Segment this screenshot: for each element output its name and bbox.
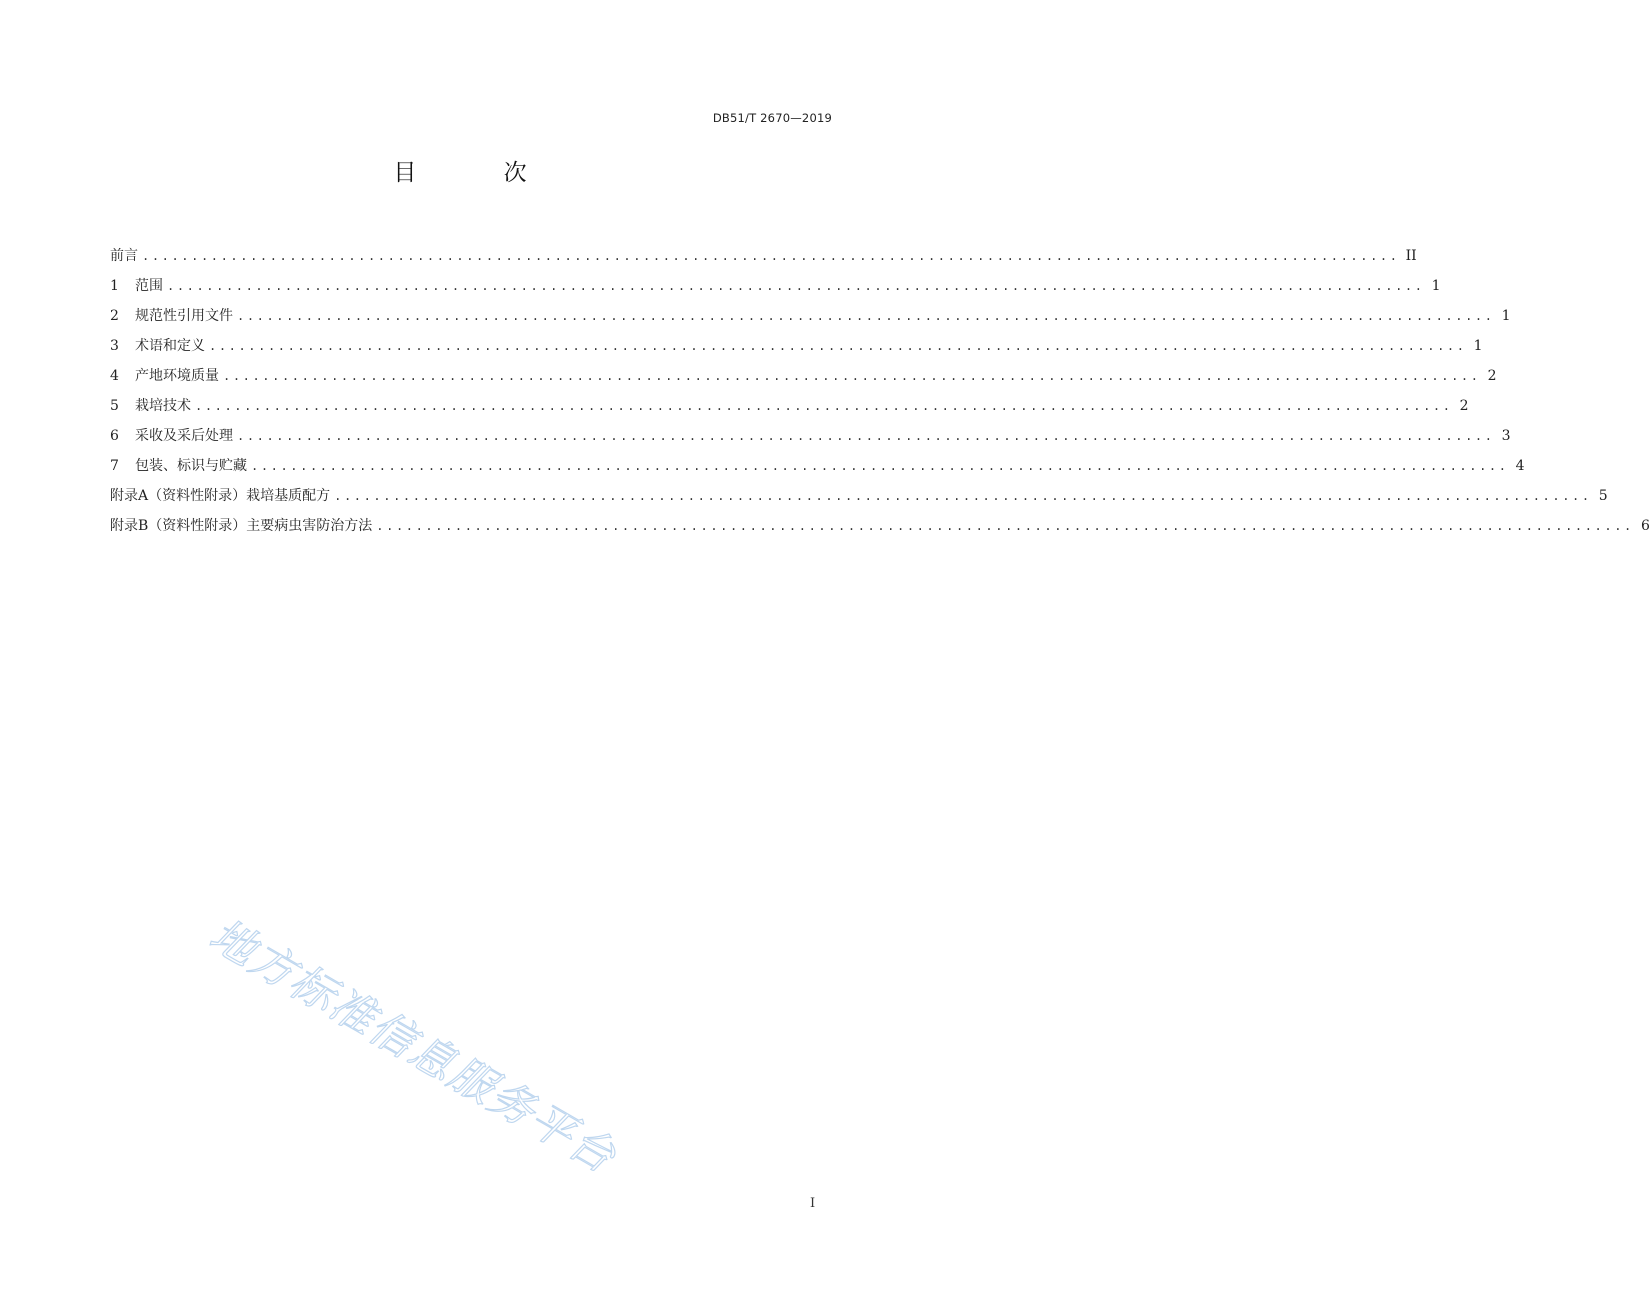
- toc-entry-label: 附录A（资料性附录）栽培基质配方: [110, 488, 331, 504]
- toc-entry-label: 栽培技术: [135, 398, 191, 414]
- toc-entry-scope[interactable]: [110, 274, 1441, 304]
- toc-leader-dots: ................................................................................................................................: [237, 429, 1495, 443]
- toc-entry-appendix-a[interactable]: [110, 484, 1608, 514]
- toc-leader-dots: ................................................................................................................................: [195, 399, 1453, 413]
- toc-leader-dots: ................................................................................................................................: [237, 309, 1495, 323]
- toc-entry-cultivation[interactable]: [110, 394, 1469, 424]
- toc-entry-label: 包装、标识与贮藏: [135, 458, 247, 474]
- toc-leader-dots: ................................................................................................................................: [209, 339, 1467, 353]
- toc-leader-dots: ................................................................................................................................: [334, 489, 1592, 503]
- page-number: I: [810, 1196, 816, 1211]
- toc-entry-normative-references[interactable]: [110, 304, 1511, 334]
- toc-entry-label: 规范性引用文件: [135, 308, 233, 324]
- table-of-contents: [110, 244, 1650, 544]
- toc-entry-page: 2: [1487, 368, 1497, 384]
- toc-entry-page: II: [1405, 248, 1417, 264]
- toc-entry-foreword[interactable]: [110, 244, 1417, 274]
- toc-entry-label: 产地环境质量: [135, 368, 219, 384]
- toc-entry-label: 术语和定义: [135, 338, 205, 354]
- toc-entry-page: 5: [1598, 488, 1608, 504]
- toc-entry-page: 1: [1431, 278, 1441, 294]
- toc-entry-label: 范围: [135, 278, 163, 294]
- toc-entry-page: 2: [1459, 398, 1469, 414]
- toc-entry-number: 5: [110, 398, 119, 414]
- toc-entry-page: 1: [1501, 308, 1511, 324]
- toc-leader-dots: ................................................................................................................................: [376, 519, 1634, 533]
- toc-leader-dots: ................................................................................................................................: [142, 249, 1400, 263]
- toc-entry-harvest[interactable]: [110, 424, 1511, 454]
- toc-entry-page: 1: [1473, 338, 1483, 354]
- toc-entry-page: 4: [1515, 458, 1525, 474]
- toc-entry-number: 1: [110, 278, 119, 294]
- toc-entry-number: 6: [110, 428, 119, 444]
- toc-leader-dots: ................................................................................................................................: [167, 279, 1425, 293]
- toc-entry-number: 7: [110, 458, 119, 474]
- toc-entry-label: 采收及采后处理: [135, 428, 233, 444]
- page-title: 目 次: [393, 160, 567, 186]
- toc-entry-environment-quality[interactable]: [110, 364, 1497, 394]
- toc-leader-dots: ................................................................................................................................: [251, 459, 1509, 473]
- toc-entry-number: 2: [110, 308, 119, 324]
- toc-entry-number: 3: [110, 338, 119, 354]
- toc-entry-terms-definitions[interactable]: [110, 334, 1483, 364]
- toc-entry-label: 前言: [110, 248, 138, 264]
- toc-entry-page: 3: [1501, 428, 1511, 444]
- standard-code: DB51/T 2670—2019: [712, 111, 832, 125]
- toc-entry-page: 6: [1640, 518, 1650, 534]
- toc-entry-packaging[interactable]: [110, 454, 1525, 484]
- watermark: 地方标准信息服务平台: [201, 909, 625, 1184]
- toc-entry-number: 4: [110, 368, 119, 384]
- toc-leader-dots: ................................................................................................................................: [223, 369, 1481, 383]
- toc-entry-appendix-b[interactable]: [110, 514, 1650, 544]
- toc-entry-label: 附录B（资料性附录）主要病虫害防治方法: [110, 518, 373, 534]
